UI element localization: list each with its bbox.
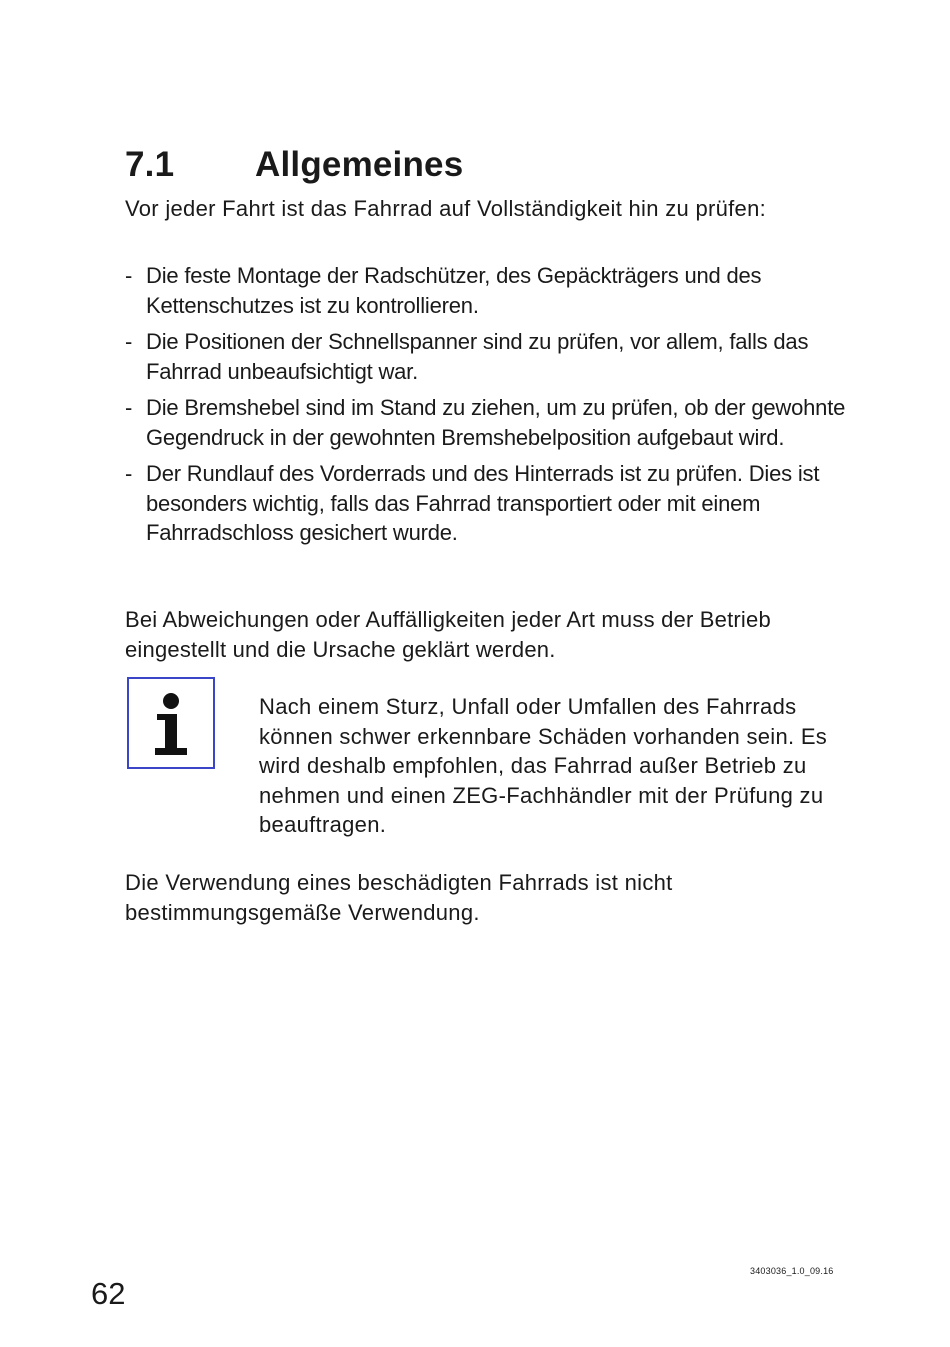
info-icon-base — [155, 748, 187, 755]
checklist-item — [125, 459, 860, 548]
conclusion-paragraph: Bei Abweichungen oder Auffälligkeiten jeder Art muss der Betrieb eingestellt und die Ursache geklärt werden. — [125, 607, 771, 662]
checklist-item-text: Die Positionen der Schnellspanner sind zu prüfen, vor allem, falls das Fahrrad unbeaufsichtigt war. — [146, 329, 809, 384]
page-number: 62 — [91, 1276, 126, 1311]
bullet-dash: - — [125, 395, 133, 420]
checklist-item — [125, 261, 860, 320]
checklist-item — [125, 393, 860, 452]
info-icon-stem — [165, 714, 177, 750]
bullet-dash: - — [125, 329, 133, 354]
info-icon — [127, 677, 215, 769]
bullet-dash: - — [125, 461, 133, 486]
checklist-item-text: Die feste Montage der Radschützer, des Gepäckträgers und des Kettenschutzes ist zu kontrollieren. — [146, 263, 762, 318]
bullet-dash: - — [125, 263, 133, 288]
info-note-text: Nach einem Sturz, Unfall oder Umfallen des Fahrrads können schwer erkennbare Schäden vorhanden sein. Es wird deshalb empfohlen, das Fahrrad außer Betrieb zu nehmen und einen ZEG-Fachhändler mit der Prüfung zu beauftragen. — [259, 694, 828, 837]
checklist-item-text: Die Bremshebel sind im Stand zu ziehen, um zu prüfen, ob der gewohnte Gegendruck in der gewohnten Bremshebelposition aufgebaut wird. — [146, 395, 846, 450]
intro-paragraph: Vor jeder Fahrt ist das Fahrrad auf Vollständigkeit hin zu prüfen: — [125, 196, 767, 221]
checklist — [125, 261, 860, 555]
usage-note: Die Verwendung eines beschädigten Fahrrads ist nicht bestimmungsgemäße Verwendung. — [125, 870, 673, 925]
section-heading — [125, 145, 463, 185]
document-code: 3403036_1.0_09.16 — [750, 1266, 834, 1276]
checklist-item — [125, 327, 860, 386]
checklist-item-text: Der Rundlauf des Vorderrads und des Hinterrads ist zu prüfen. Dies ist besonders wichtig, falls das Fahrrad transportiert oder mit einem Fahrradschloss gesichert wurde. — [146, 461, 820, 545]
info-icon-dot — [163, 693, 179, 709]
section-number: 7.1 — [125, 145, 175, 185]
section-title: Allgemeines — [255, 145, 464, 185]
